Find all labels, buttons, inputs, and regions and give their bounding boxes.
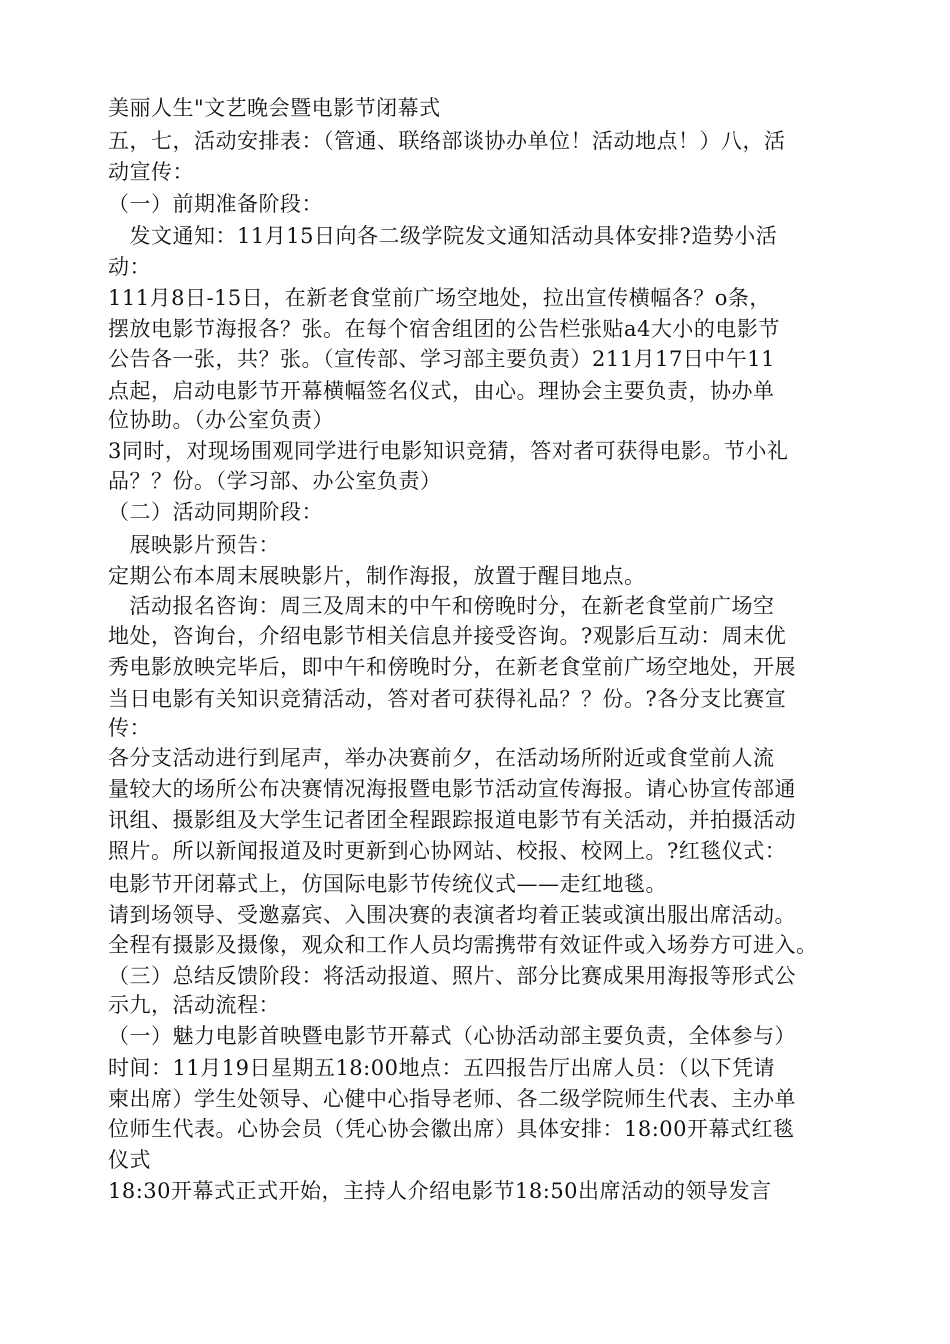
text-line: 示九，活动流程： [108, 993, 280, 1017]
text-line: 当日电影有关知识竞猜活动，答对者可获得礼品？？份。?各分支比赛宣 [108, 687, 787, 711]
text-line: 全程有摄影及摄像，观众和工作人员均需携带有效证件或入场券方可进入。 [108, 933, 818, 957]
text-line: 摆放电影节海报各？张。在每个宿舍组团的公告栏张贴a4大小的电影节 [108, 317, 780, 341]
text-line: 柬出席）学生处领导、心健中心指导老师、各二级学院师生代表、主办单 [108, 1087, 796, 1111]
text-line: 位协助。（办公室负责） [108, 408, 334, 432]
text-line: 展映影片预告： [108, 533, 280, 557]
text-line: 秀电影放映完毕后，即中午和傍晚时分，在新老食堂前广场空地处，开展 [108, 655, 796, 679]
text-line: 照片。所以新闻报道及时更新到心协网站、校报、校网上。?红毯仪式： [108, 839, 787, 863]
text-line: 111月8日-15日，在新老食堂前广场空地处，拉出宣传横幅各？o条， [108, 286, 771, 310]
text-line: 请到场领导、受邀嘉宾、入围决赛的表演者均着正装或演出服出席活动。 [108, 903, 796, 927]
section-heading: （二）活动同期阶段： [108, 500, 323, 524]
text-line: 电影节开闭幕式上，仿国际电影节传统仪式——走红地毯。 [108, 872, 667, 896]
text-line: 品？？份。（学习部、办公室负责） [108, 469, 442, 493]
text-line: 仪式 [108, 1148, 151, 1172]
text-line: 公告各一张，共？张。（宣传部、学习部主要负责）211月17日中午11 [108, 347, 776, 371]
text-line: 地处，咨询台，介绍电影节相关信息并接受咨询。?观影后互动：周末优 [108, 624, 787, 648]
text-line: 点起，启动电影节开幕横幅签名仪式，由心。理协会主要负责，协办单 [108, 379, 775, 403]
section-heading: （三）总结反馈阶段：将活动报道、照片、部分比赛成果用海报等形式公 [108, 964, 796, 988]
text-line: 定期公布本周末展映影片，制作海报，放置于醒目地点。 [108, 564, 646, 588]
text-line: 美丽人生"文艺晚会暨电影节闭幕式 [108, 96, 441, 120]
text-line: 各分支活动进行到尾声，举办决赛前夕，在活动场所附近或食堂前人流 [108, 746, 775, 770]
text-line: 讯组、摄影组及大学生记者团全程跟踪报道电影节有关活动，并拍摄活动 [108, 808, 796, 832]
text-line: 活动报名咨询：周三及周末的中午和傍晚时分，在新老食堂前广场空 [108, 594, 775, 618]
text-line: 传： [108, 716, 151, 740]
text-line: 五，七，活动安排表：（管通、联络部谈协办单位！活动地点！）八，活 [108, 129, 786, 153]
text-line: 发文通知：11月15日向各二级学院发文通知活动具体安排?造势小活 [108, 224, 778, 248]
text-line: 位师生代表。心协会员（凭心协会徽出席）具体安排：18:00开幕式红毯 [108, 1117, 795, 1141]
section-heading: （一）魅力电影首映暨电影节开幕式（心协活动部主要负责，全体参与） [108, 1024, 796, 1048]
text-line: 动： [108, 255, 151, 279]
text-line: 18:30开幕式正式开始，主持人介绍电影节18:50出席活动的领导发言 [108, 1179, 772, 1203]
section-heading: （一）前期准备阶段： [108, 192, 323, 216]
text-line: 时间：11月19日星期五18:00地点：五四报告厅出席人员：（以下凭请 [108, 1056, 775, 1080]
text-line: 3同时，对现场围观同学进行电影知识竞猜，答对者可获得电影。节小礼 [108, 439, 789, 463]
text-line: 动宣传： [108, 160, 194, 184]
text-line: 量较大的场所公布决赛情况海报暨电影节活动宣传海报。请心协宣传部通 [108, 777, 796, 801]
